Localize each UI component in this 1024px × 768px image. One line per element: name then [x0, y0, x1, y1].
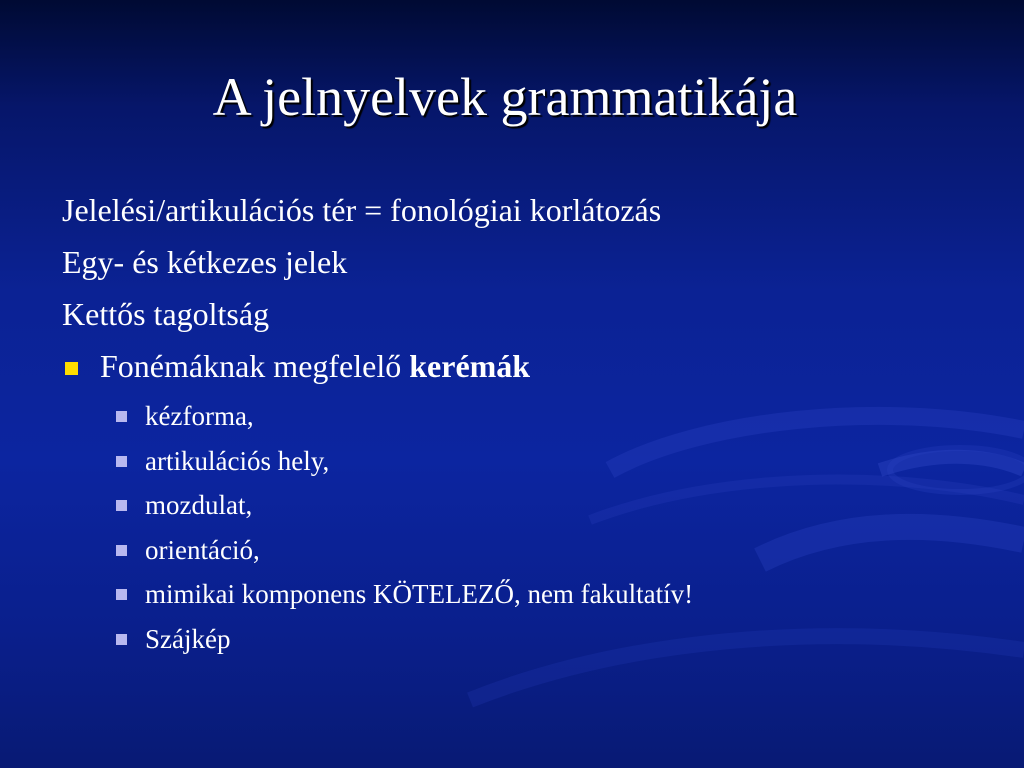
- square-bullet-icon: [116, 500, 127, 511]
- sub-bullet-text: mimikai komponens KÖTELEZŐ, nem fakultatív!: [145, 579, 694, 610]
- square-bullet-icon: [65, 362, 78, 375]
- content-line: Egy- és kétkezes jelek: [62, 244, 348, 280]
- bullet-text: Fonémáknak megfelelő: [100, 348, 410, 384]
- sub-bullet-text: kézforma,: [145, 401, 254, 431]
- square-bullet-icon: [116, 634, 127, 645]
- sub-bullet-item: [62, 617, 982, 662]
- sub-bullet-text: artikulációs hely,: [145, 445, 330, 476]
- sub-bullet-item: [62, 483, 982, 528]
- square-bullet-icon: [116, 589, 127, 600]
- bullet-bold-text: kerémák: [409, 348, 531, 384]
- bullet-item: [62, 340, 982, 392]
- content-line: Jelelési/artikulációs tér = fonológiai korlátozás: [62, 192, 662, 228]
- sub-bullet-item: [62, 572, 982, 617]
- content-line: Kettős tagoltság: [62, 296, 270, 332]
- square-bullet-icon: [116, 411, 127, 422]
- sub-bullet-item: [62, 439, 982, 484]
- sub-bullet-list: [62, 394, 982, 662]
- slide-title: A jelnyelvek grammatikája: [212, 67, 798, 127]
- sub-bullet-item: [62, 394, 982, 439]
- square-bullet-icon: [116, 456, 127, 467]
- slide-content: [62, 184, 982, 662]
- square-bullet-icon: [116, 545, 127, 556]
- sub-bullet-text: Szájkép: [145, 623, 231, 654]
- sub-bullet-text: mozdulat,: [145, 490, 253, 521]
- sub-bullet-text: orientáció,: [145, 534, 260, 565]
- sub-bullet-item: [62, 528, 982, 573]
